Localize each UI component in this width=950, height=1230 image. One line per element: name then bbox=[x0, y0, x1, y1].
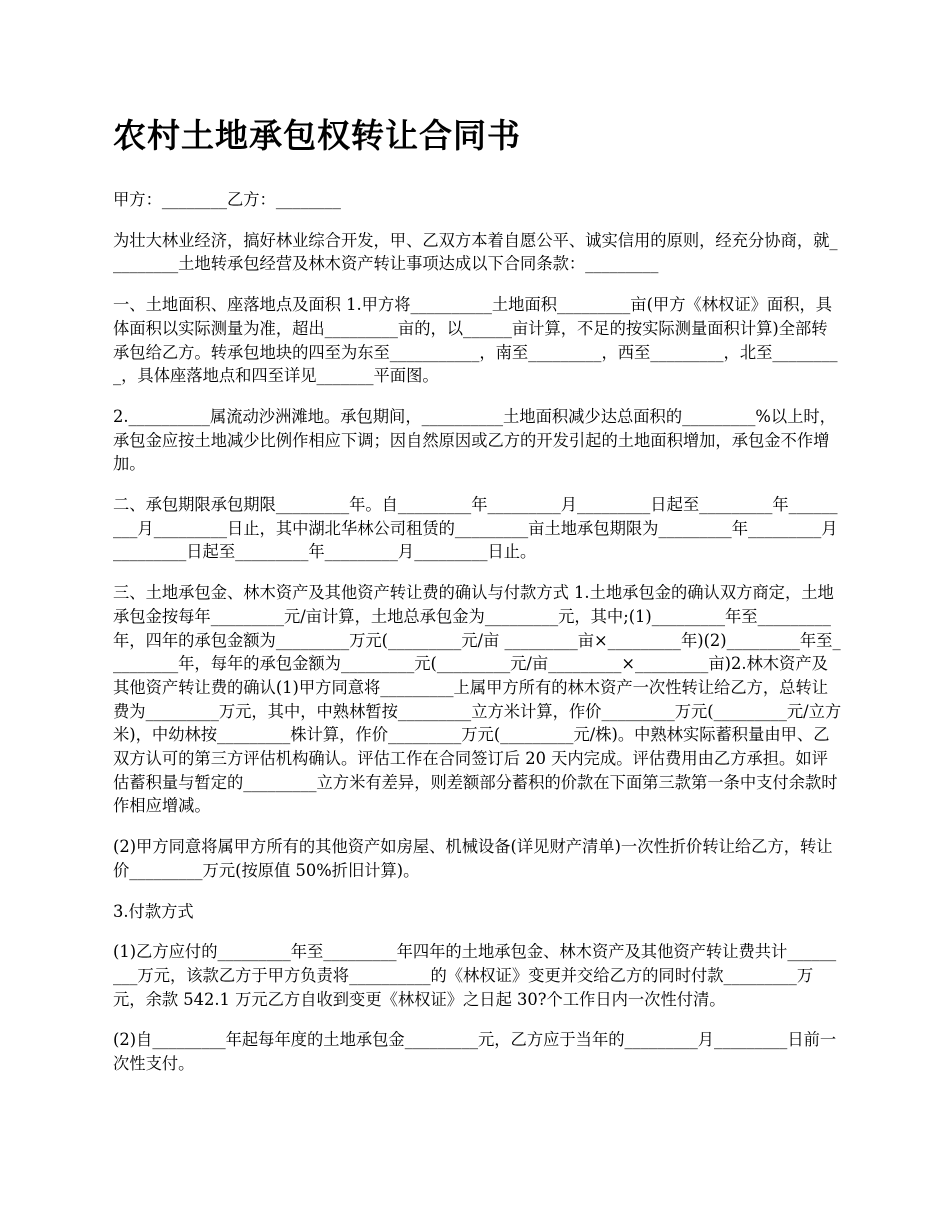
contract-page bbox=[113, 112, 843, 1093]
payment-clause-1: (1)乙方应付的_________年至_________年四年的土地承包金、林木资产及其他资产转让费共计_________万元，该款乙方于甲方负责将__________的《林权证》变更并交给乙方的同时付款_________万元，余款 542.1 万元乙方自收到变更《林权证》之日起 30?个工作日内一次性付清。 bbox=[113, 942, 837, 1009]
section-1-clause-2: 2.__________属流动沙洲滩地。承包期间，__________土地面积减少达总面积的_________%以上时，承包金应按土地减少比例作相应下调；因自然原因或乙方的开发引起的土地面积增加，承包金不作增加。 bbox=[113, 406, 836, 474]
preamble-paragraph: 为壮大林业经济，搞好林业综合开发，甲、乙双方本着自愿公平、诚实信用的原则，经充分协商，就_________土地转承包经营及林木资产转让事项达成以下合同条款：_________ bbox=[113, 230, 838, 274]
section-3-other-assets: (2)甲方同意将属甲方所有的其他资产如房屋、机械设备(详见财产清单)一次性折价转让给乙方，转让价_________万元(按原值 50%折旧计算)。 bbox=[113, 837, 833, 880]
section-3-fees: 三、土地承包金、林木资产及其他资产转让费的确认与付款方式 1.土地承包金的确认双方商定，土地承包金按每年_________元/亩计算，土地总承包金为_________元，其中;(1)_________年至_________年，四年的承包金额为_________万元(_________元/亩 _________亩×_________年)(2)_________年至_________年，每年的承包金额为_________元(_________元/亩_________×_________亩)2.林木资产及其他资产转让费的确认(1)甲方同意将_________上属甲方所有的林木资产一次性转让给乙方，总转让费为_________万元，其中，中熟林暂按_________立方米计算，作价_________万元(_________元/立方米)，中幼林按_________株计算，作价_________万元(_________元/株)。中熟林实际蓄积量由甲、乙双方认可的第三方评估机构确认。评估工作在合同签订后 20 天内完成。评估费用由乙方承担。如评估蓄积量与暂定的_________立方米有差异，则差额部分蓄积的价款在下面第三款第一条中支付余款时作相应增减。 bbox=[113, 583, 842, 816]
section-1-land-area: 一、土地面积、座落地点及面积 1.甲方将__________土地面积_________亩(甲方《林权证》面积，具体面积以实际测量为准，超出_________亩的，以______亩计算，不足的按实际测量面积计算)全部转承包给乙方。转承包地块的四至为东至___________，南至_________，西至_________，北至_________，具体座落地点和四至详见_______平面图。 bbox=[113, 295, 838, 386]
section-2-contract-term: 二、承包期限承包期限_________年。自_________年_________月_________日起至_________年_________月_________日止，其中湖北华林公司租赁的_________亩土地承包期限为_________年_________月_________日起至_________年_________月_________日止。 bbox=[113, 495, 838, 562]
parties-line: 甲方：________乙方：________ bbox=[113, 190, 341, 209]
payment-method-heading: 3.付款方式 bbox=[113, 901, 194, 921]
document-title: 农村土地承包权转让合同书 bbox=[113, 116, 521, 155]
payment-clause-2: (2)自_________年起每年度的土地承包金_________元，乙方应于当年的_________月_________日前一次性支付。 bbox=[113, 1030, 837, 1074]
